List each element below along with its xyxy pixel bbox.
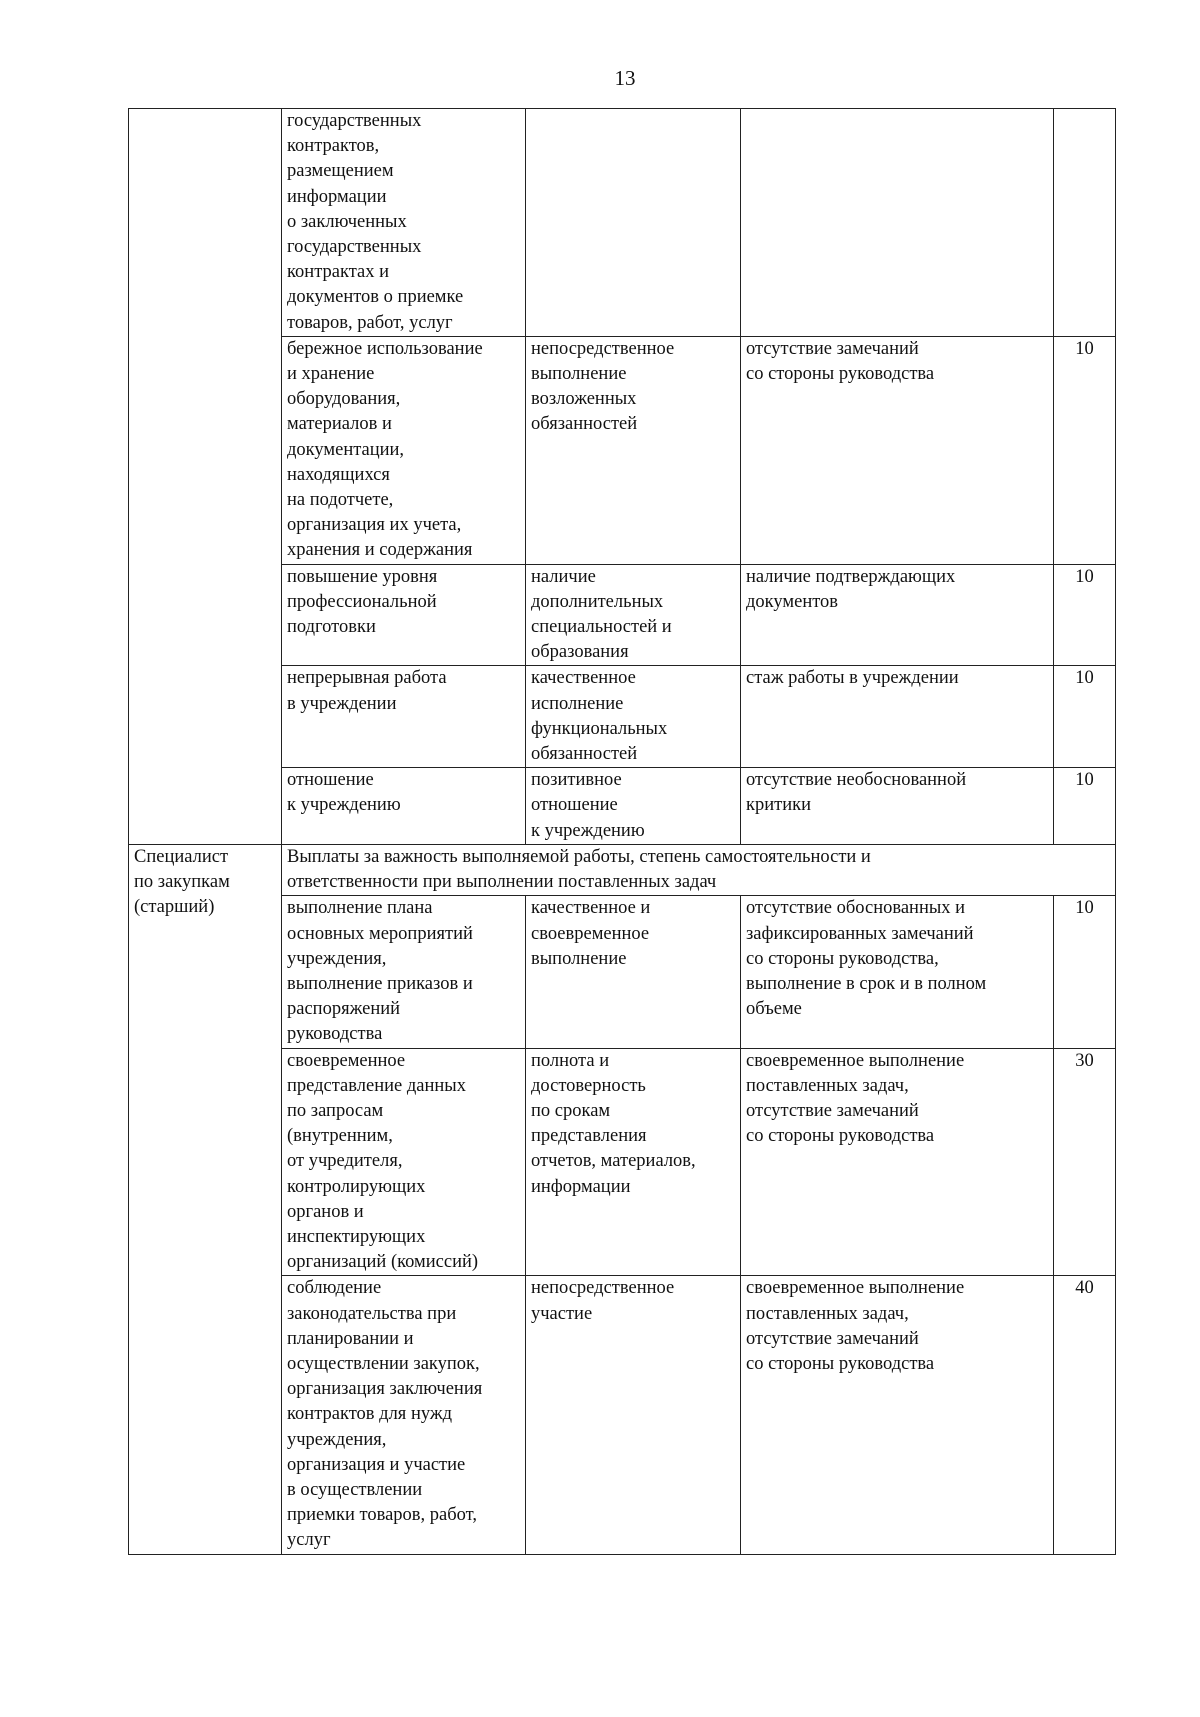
criterion-cell: бережное использование и хранение оборудования, материалов и документации, находящихся на подотчете, организация их учета, хранения и содержания: [282, 336, 526, 564]
condition-cell: полнота и достоверность по срокам представления отчетов, материалов, информации: [526, 1048, 741, 1276]
criterion-cell: соблюдение законодательства при планировании и осуществлении закупок, организация заключения контрактов для нужд учреждения, организация и участие в осуществлении приемки товаров, работ, услуг: [282, 1276, 526, 1554]
table-row: [129, 109, 1116, 337]
condition-cell: непосредственное выполнение возложенных обязанностей: [526, 336, 741, 564]
criterion-cell: отношение к учреждению: [282, 768, 526, 845]
points-cell: 10: [1054, 896, 1116, 1048]
condition-cell: непосредственное участие: [526, 1276, 741, 1554]
criterion-cell: государственных контрактов, размещением информации о заключенных государственных контрактах и документов о приемке товаров, работ, услуг: [282, 109, 526, 337]
condition-cell: наличие дополнительных специальностей и образования: [526, 564, 741, 666]
page-number: 13: [614, 66, 636, 90]
points-cell: 10: [1054, 564, 1116, 666]
criterion-cell: выполнение плана основных мероприятий учреждения, выполнение приказов и распоряжений руководства: [282, 896, 526, 1048]
points-cell: [1054, 109, 1116, 337]
indicator-cell: наличие подтверждающих документов: [741, 564, 1054, 666]
indicator-cell: стаж работы в учреждении: [741, 666, 1054, 768]
indicator-cell: отсутствие замечаний со стороны руководства: [741, 336, 1054, 564]
condition-cell: [526, 109, 741, 337]
section-header: Выплаты за важность выполняемой работы, степень самостоятельности и ответственности при выполнении поставленных задач: [282, 844, 1116, 895]
points-cell: 30: [1054, 1048, 1116, 1276]
table-row: [129, 844, 1116, 895]
criterion-cell: повышение уровня профессиональной подготовки: [282, 564, 526, 666]
points-cell: 40: [1054, 1276, 1116, 1554]
points-cell: 10: [1054, 666, 1116, 768]
condition-cell: качественное исполнение функциональных обязанностей: [526, 666, 741, 768]
condition-cell: позитивное отношение к учреждению: [526, 768, 741, 845]
indicator-cell: отсутствие необоснованной критики: [741, 768, 1054, 845]
indicator-cell: своевременное выполнение поставленных задач, отсутствие замечаний со стороны руководства: [741, 1276, 1054, 1554]
points-cell: 10: [1054, 768, 1116, 845]
indicator-cell: своевременное выполнение поставленных задач, отсутствие замечаний со стороны руководства: [741, 1048, 1054, 1276]
points-cell: 10: [1054, 336, 1116, 564]
criteria-table: [128, 108, 1116, 1555]
position-cell: Специалист по закупкам (старший): [129, 844, 282, 1554]
criterion-cell: своевременное представление данных по запросам (внутренним, от учредителя, контролирующих органов и инспектирующих организаций (комиссий): [282, 1048, 526, 1276]
indicator-cell: [741, 109, 1054, 337]
condition-cell: качественное и своевременное выполнение: [526, 896, 741, 1048]
indicator-cell: отсутствие обоснованных и зафиксированных замечаний со стороны руководства, выполнение в срок и в полном объеме: [741, 896, 1054, 1048]
criterion-cell: непрерывная работа в учреждении: [282, 666, 526, 768]
position-cell-continued: [129, 109, 282, 845]
